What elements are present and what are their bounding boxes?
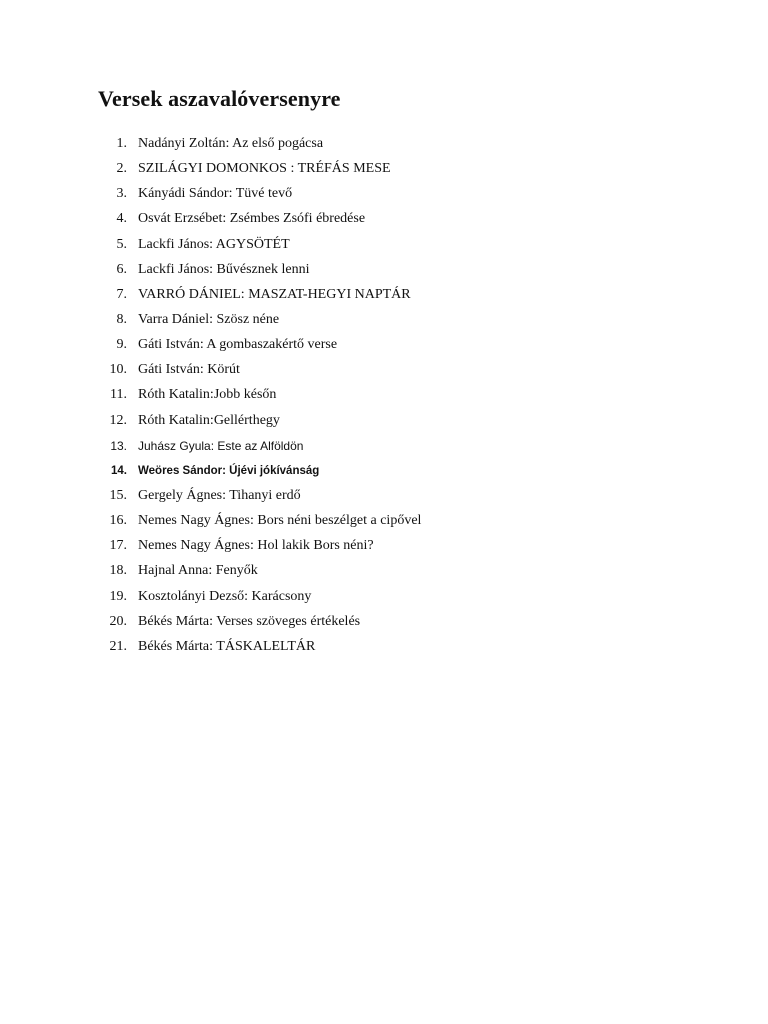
list-item-text: Lackfi János: AGYSÖTÉT xyxy=(138,236,290,252)
list-item-number: 5. xyxy=(116,236,127,252)
list-item-number: 20. xyxy=(109,613,127,629)
list-item-text: Hajnal Anna: Fenyők xyxy=(138,563,258,579)
list-item-number: 17. xyxy=(109,538,127,554)
list-item-number: 8. xyxy=(116,311,127,327)
list-item-number: 9. xyxy=(116,337,127,353)
list-item-text: Weöres Sándor: Újévi jókívánság xyxy=(138,464,320,477)
page-title: Versek aszavalóversenyre xyxy=(98,86,341,111)
list-item-text: Kányádi Sándor: Tüvé tevő xyxy=(138,186,293,202)
list-item-number: 18. xyxy=(109,563,127,579)
list-item-text: Gergely Ágnes: Tihanyi erdő xyxy=(138,487,301,503)
list-item-number: 2. xyxy=(116,161,127,177)
list-item-number: 11. xyxy=(110,387,127,403)
list-item-text: Kosztolányi Dezső: Karácsony xyxy=(138,588,312,604)
list-item-number: 10. xyxy=(109,362,127,378)
list-item-text: Róth Katalin:Gellérthegy xyxy=(138,412,280,428)
list-item-text: Osvát Erzsébet: Zsémbes Zsófi ébredése xyxy=(138,211,366,227)
list-item-number: 12. xyxy=(109,412,127,428)
list-item-text: Nemes Nagy Ágnes: Hol lakik Bors néni? xyxy=(138,538,374,554)
list-item-number: 14. xyxy=(111,464,127,477)
list-item-number: 6. xyxy=(116,261,127,277)
list-item-number: 7. xyxy=(116,286,127,302)
list-item-number: 21. xyxy=(109,638,127,654)
list-item-text: VARRÓ DÁNIEL: MASZAT-HEGYI NAPTÁR xyxy=(138,286,411,302)
list-item-number: 4. xyxy=(116,211,127,227)
list-item-number: 15. xyxy=(109,487,127,503)
list-item-text: Nadányi Zoltán: Az első pogácsa xyxy=(138,136,324,151)
list-item-text: Lackfi János: Bűvésznek lenni xyxy=(138,261,310,277)
list-item-text: Gáti István: Körút xyxy=(138,362,240,378)
list-item-text: SZILÁGYI DOMONKOS : TRÉFÁS MESE xyxy=(138,161,391,177)
list-item-text: Juhász Gyula: Este az Alföldön xyxy=(138,438,304,453)
list-item-number: 13. xyxy=(110,438,127,453)
list-item-number: 1. xyxy=(116,136,127,151)
list-item-number: 19. xyxy=(109,588,127,604)
list-item-number: 3. xyxy=(116,186,127,202)
list-item-text: Varra Dániel: Szösz néne xyxy=(138,311,280,327)
list-item-text: Róth Katalin:Jobb későn xyxy=(138,387,277,403)
list-item-text: Békés Márta: TÁSKALELTÁR xyxy=(138,638,316,654)
list-item-number: 16. xyxy=(109,513,127,529)
list-item-text: Békés Márta: Verses szöveges értékelés xyxy=(138,613,361,629)
list-item-text: Nemes Nagy Ágnes: Bors néni beszélget a cipővel xyxy=(138,513,422,529)
list-item-text: Gáti István: A gombaszakértő verse xyxy=(138,337,338,353)
